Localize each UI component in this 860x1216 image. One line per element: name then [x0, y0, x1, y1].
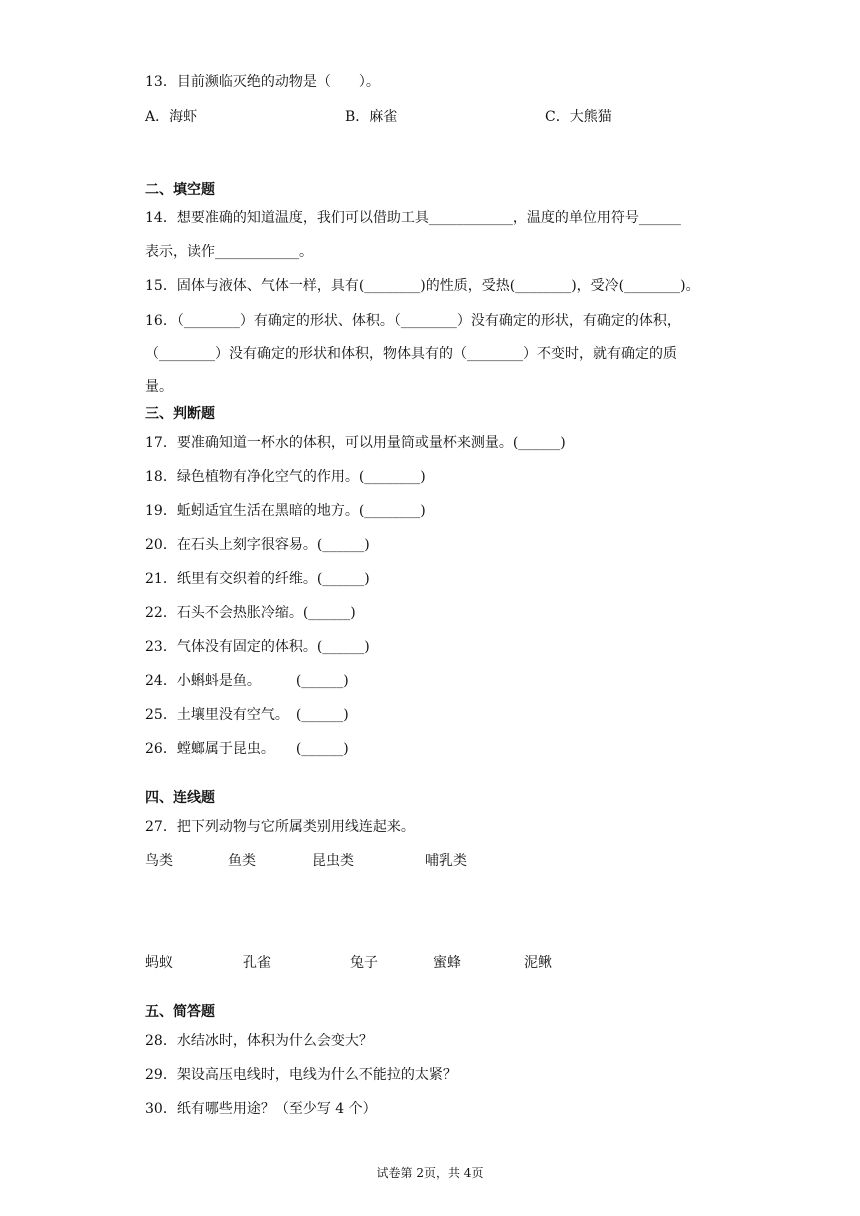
q26: 26．螳螂属于昆虫。 (______): [145, 741, 349, 757]
q25: 25．土壤里没有空气。 (______): [145, 707, 349, 723]
q16-line-2: （________）没有确定的形状和体积，物体具有的（________）不变时，就有确定的质: [145, 346, 677, 362]
animal-rabbit: 兔子: [350, 955, 378, 971]
page-footer: 试卷第 2页，共 4页: [376, 1166, 484, 1180]
q18: 18．绿色植物有净化空气的作用。(________): [145, 469, 426, 485]
q13-option-a: A．海虾: [145, 109, 198, 125]
q13-option-c: C．大熊猫: [545, 109, 612, 125]
q20: 20．在石头上刻字很容易。(______): [145, 537, 370, 553]
q28: 28．水结冰时，体积为什么会变大？: [145, 1033, 373, 1049]
q15: 15．固体与液体、气体一样，具有(________)的性质，受热(________)，受冷(________)。: [145, 278, 700, 294]
category-mammal: 哺乳类: [425, 853, 467, 869]
q16-line-1: 16．（________）有确定的形状、体积。（________）没有确定的形状，有确定的体积，: [145, 313, 681, 329]
q13-option-b: B．麻雀: [345, 109, 398, 125]
q16-line-3: 量。: [145, 379, 173, 395]
q21: 21．纸里有交织着的纤维。(______): [145, 571, 370, 587]
q22: 22．石头不会热胀冷缩。(______): [145, 605, 356, 621]
animal-peacock: 孔雀: [243, 955, 271, 971]
q14-line-2: 表示，读作____________。: [145, 244, 313, 260]
category-bird: 鸟类: [145, 853, 173, 869]
q19: 19．蚯蚓适宜生活在黑暗的地方。(________): [145, 503, 426, 519]
q30: 30．纸有哪些用途？（至少写 4 个）: [145, 1101, 377, 1117]
section-2-title: 二、填空题: [145, 182, 215, 198]
animal-loach: 泥鳅: [524, 955, 552, 971]
section-3-title: 三、判断题: [145, 406, 215, 422]
q17: 17．要准确知道一杯水的体积，可以用量筒或量杯来测量。(______): [145, 435, 566, 451]
q14-line-1: 14．想要准确的知道温度，我们可以借助工具____________，温度的单位用符号______: [145, 210, 681, 226]
section-5-title: 五、简答题: [145, 1004, 215, 1020]
q23: 23．气体没有固定的体积。(______): [145, 639, 370, 655]
category-fish: 鱼类: [228, 853, 256, 869]
q29: 29．架设高压电线时，电线为什么不能拉的太紧？: [145, 1067, 457, 1083]
q24: 24．小蝌蚪是鱼。 (______): [145, 673, 349, 689]
q13-stem: 13．目前濒临灭绝的动物是（ ）。: [145, 74, 380, 90]
category-insect: 昆虫类: [312, 853, 354, 869]
q27-stem: 27．把下列动物与它所属类别用线连起来。: [145, 819, 415, 835]
section-4-title: 四、连线题: [145, 790, 215, 806]
animal-ant: 蚂蚁: [145, 955, 173, 971]
animal-bee: 蜜蜂: [433, 955, 461, 971]
